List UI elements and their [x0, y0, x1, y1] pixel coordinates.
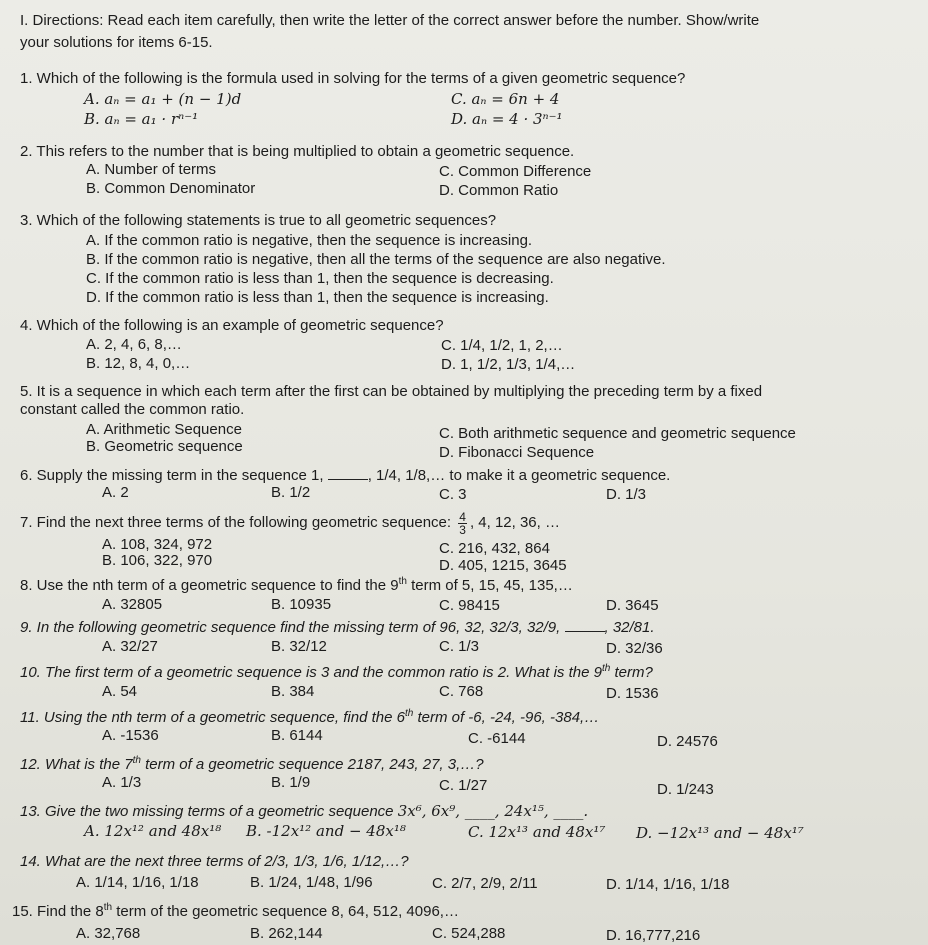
- q2-option-b: B. Common Denominator: [86, 180, 256, 197]
- question-11: [20, 709, 599, 727]
- q14-option-b: B. 1/24, 1/48, 1/96: [250, 874, 373, 891]
- q10-prefix: 10. The first term of a geometric sequence is 3 and the common ratio is 2. What is the 9: [20, 664, 602, 681]
- q12-option-a: A. 1/3: [102, 774, 142, 791]
- q5-option-a: A. Arithmetic Sequence: [86, 421, 242, 438]
- q10-option-a: A. 54: [102, 683, 138, 700]
- question-1: 1. Which of the following is the formula used in solving for the terms of a given geometric sequence?: [20, 70, 686, 87]
- question-7: [20, 509, 560, 537]
- q12-suffix: term of a geometric sequence 2187, 243, 27, 3,…?: [140, 756, 484, 773]
- q6-option-a: A. 2: [102, 484, 129, 501]
- q14-option-d: D. 1/14, 1/16, 1/18: [606, 876, 730, 893]
- q9-option-b: B. 32/12: [271, 638, 327, 655]
- q8-option-c: C. 98415: [439, 597, 500, 614]
- q2-option-a: A. Number of terms: [86, 161, 217, 178]
- q7-suffix: , 4, 12, 36, …: [469, 514, 560, 531]
- q4-option-b: B. 12, 8, 4, 0,…: [86, 355, 191, 372]
- q9-answer-blank[interactable]: [565, 619, 605, 632]
- q12-ordinal: th: [132, 755, 141, 766]
- q13-sequence: 3x⁶, 6x⁹, ____, 24x¹⁵, ____.: [397, 802, 589, 820]
- q12-option-b: B. 1/9: [271, 774, 311, 791]
- q9-prefix: 9. In the following geometric sequence find the missing term of 96, 32, 32/3, 32/9,: [20, 619, 561, 636]
- question-12: [20, 756, 484, 774]
- q1-option-c: C. aₙ = 6n + 4: [451, 90, 560, 108]
- q15-option-c: C. 524,288: [432, 925, 506, 942]
- q8-suffix: term of 5, 15, 45, 135,…: [406, 577, 573, 594]
- q3-option-b: B. If the common ratio is negative, then all the terms of the sequence are also negative.: [86, 251, 666, 268]
- q15-ordinal: th: [103, 902, 113, 913]
- q13-option-d: D. −12x¹³ and − 48x¹⁷: [636, 824, 804, 842]
- q10-option-d: D. 1536: [606, 685, 659, 702]
- q13-option-a: A. 12x¹² and 48x¹⁸: [84, 822, 222, 840]
- question-4: 4. Which of the following is an example of geometric sequence?: [20, 317, 444, 334]
- question-10: [20, 664, 653, 682]
- q2-option-c: C. Common Difference: [439, 163, 592, 180]
- q4-option-c: C. 1/4, 1/2, 1, 2,…: [441, 337, 563, 354]
- q11-ordinal: th: [404, 708, 414, 719]
- question-15: [12, 903, 459, 921]
- question-6: [20, 467, 670, 485]
- q5-option-b: B. Geometric sequence: [86, 438, 243, 455]
- q13-option-c: C. 12x¹³ and 48x¹⁷: [468, 823, 606, 841]
- directions-line1: I. Directions: Read each item carefully, then write the letter of the correct answer before the number. Show/write: [20, 12, 760, 29]
- q12-prefix: 12. What is the 7: [20, 756, 133, 773]
- q6-suffix: , 1/4, 1/8,… to make it a geometric sequence.: [367, 467, 671, 484]
- q6-option-c: C. 3: [439, 486, 467, 503]
- q1-option-d: D. aₙ = 4 · 3ⁿ⁻¹: [451, 110, 563, 128]
- q11-option-b: B. 6144: [271, 727, 323, 744]
- q3-option-c: C. If the common ratio is less than 1, then the sequence is decreasing.: [86, 270, 554, 287]
- q8-option-a: A. 32805: [102, 596, 163, 613]
- question-13: [20, 802, 588, 821]
- q10-ordinal: th: [601, 663, 611, 674]
- directions-line2: your solutions for items 6-15.: [20, 34, 213, 51]
- q10-option-b: B. 384: [271, 683, 315, 700]
- q7-fraction: [458, 511, 467, 536]
- q3-option-d: D. If the common ratio is less than 1, then the sequence is increasing.: [86, 289, 549, 306]
- q2-option-d: D. Common Ratio: [439, 182, 559, 199]
- q6-option-b: B. 1/2: [271, 484, 311, 501]
- q15-option-d: D. 16,777,216: [606, 927, 701, 944]
- q15-suffix: term of the geometric sequence 8, 64, 512, 4096,…: [112, 903, 459, 920]
- q8-option-d: D. 3645: [606, 597, 659, 614]
- q11-option-d: D. 24576: [657, 733, 718, 750]
- q3-option-a: A. If the common ratio is negative, then the sequence is increasing.: [86, 232, 533, 249]
- q5-option-d: D. Fibonacci Sequence: [439, 444, 595, 461]
- q10-suffix: term?: [610, 664, 653, 681]
- q15-prefix: 15. Find the 8: [12, 903, 104, 920]
- q7-option-a: A. 108, 324, 972: [102, 536, 213, 553]
- q1-option-b: B. aₙ = a₁ · rⁿ⁻¹: [84, 110, 199, 128]
- q15-option-b: B. 262,144: [250, 925, 323, 942]
- q14-option-a: A. 1/14, 1/16, 1/18: [76, 874, 199, 891]
- q11-prefix: 11. Using the nth term of a geometric sequence, find the 6: [20, 709, 405, 726]
- q14-option-c: C. 2/7, 2/9, 2/11: [432, 875, 538, 892]
- q7-prefix: 7. Find the next three terms of the following geometric sequence:: [20, 514, 452, 531]
- q15-option-a: A. 32,768: [76, 925, 141, 942]
- q8-ordinal: th: [398, 576, 407, 587]
- q7-fraction-numerator: 4: [459, 509, 466, 524]
- question-14: 14. What are the next three terms of 2/3, 1/3, 1/6, 1/12,…?: [20, 853, 409, 870]
- q11-option-c: C. -6144: [468, 730, 526, 747]
- q13-option-b: B. -12x¹² and − 48x¹⁸: [246, 822, 406, 840]
- question-8: [20, 577, 573, 595]
- q4-option-a: A. 2, 4, 6, 8,…: [86, 336, 182, 353]
- q8-option-b: B. 10935: [271, 596, 332, 613]
- q8-prefix: 8. Use the nth term of a geometric sequence to find the 9: [20, 577, 399, 594]
- q6-option-d: D. 1/3: [606, 486, 647, 503]
- q11-option-a: A. -1536: [102, 727, 159, 744]
- q12-option-c: C. 1/27: [439, 777, 488, 794]
- q9-option-d: D. 32/36: [606, 640, 663, 657]
- q7-fraction-denominator: 3: [459, 522, 466, 537]
- q6-answer-blank[interactable]: [328, 467, 368, 480]
- q7-option-d: D. 405, 1215, 3645: [439, 557, 567, 574]
- q6-prefix: 6. Supply the missing term in the sequence 1,: [20, 467, 324, 484]
- q13-prefix: 13. Give the two missing terms of a geometric sequence: [20, 803, 394, 820]
- q9-option-a: A. 32/27: [102, 638, 158, 655]
- q7-option-b: B. 106, 322, 970: [102, 552, 213, 569]
- q5-option-c: C. Both arithmetic sequence and geometric sequence: [439, 425, 796, 442]
- question-5-line2: constant called the common ratio.: [20, 401, 245, 418]
- q11-suffix: term of -6, -24, -96, -384,…: [413, 709, 600, 726]
- question-3: 3. Which of the following statements is true to all geometric sequences?: [20, 212, 497, 229]
- q4-option-d: D. 1, 1/2, 1/3, 1/4,…: [441, 356, 576, 373]
- q9-suffix: , 32/81.: [604, 619, 655, 636]
- q9-option-c: C. 1/3: [439, 638, 480, 655]
- q12-option-d: D. 1/243: [657, 781, 714, 798]
- question-9: [20, 619, 655, 637]
- q7-option-c: C. 216, 432, 864: [439, 540, 550, 557]
- question-5-line1: 5. It is a sequence in which each term after the first can be obtained by multiplying the preceding term by a fixed: [20, 383, 763, 400]
- q10-option-c: C. 768: [439, 683, 484, 700]
- q1-option-a: A. aₙ = a₁ + (n − 1)d: [84, 90, 242, 108]
- question-2: 2. This refers to the number that is being multiplied to obtain a geometric sequence.: [20, 143, 575, 160]
